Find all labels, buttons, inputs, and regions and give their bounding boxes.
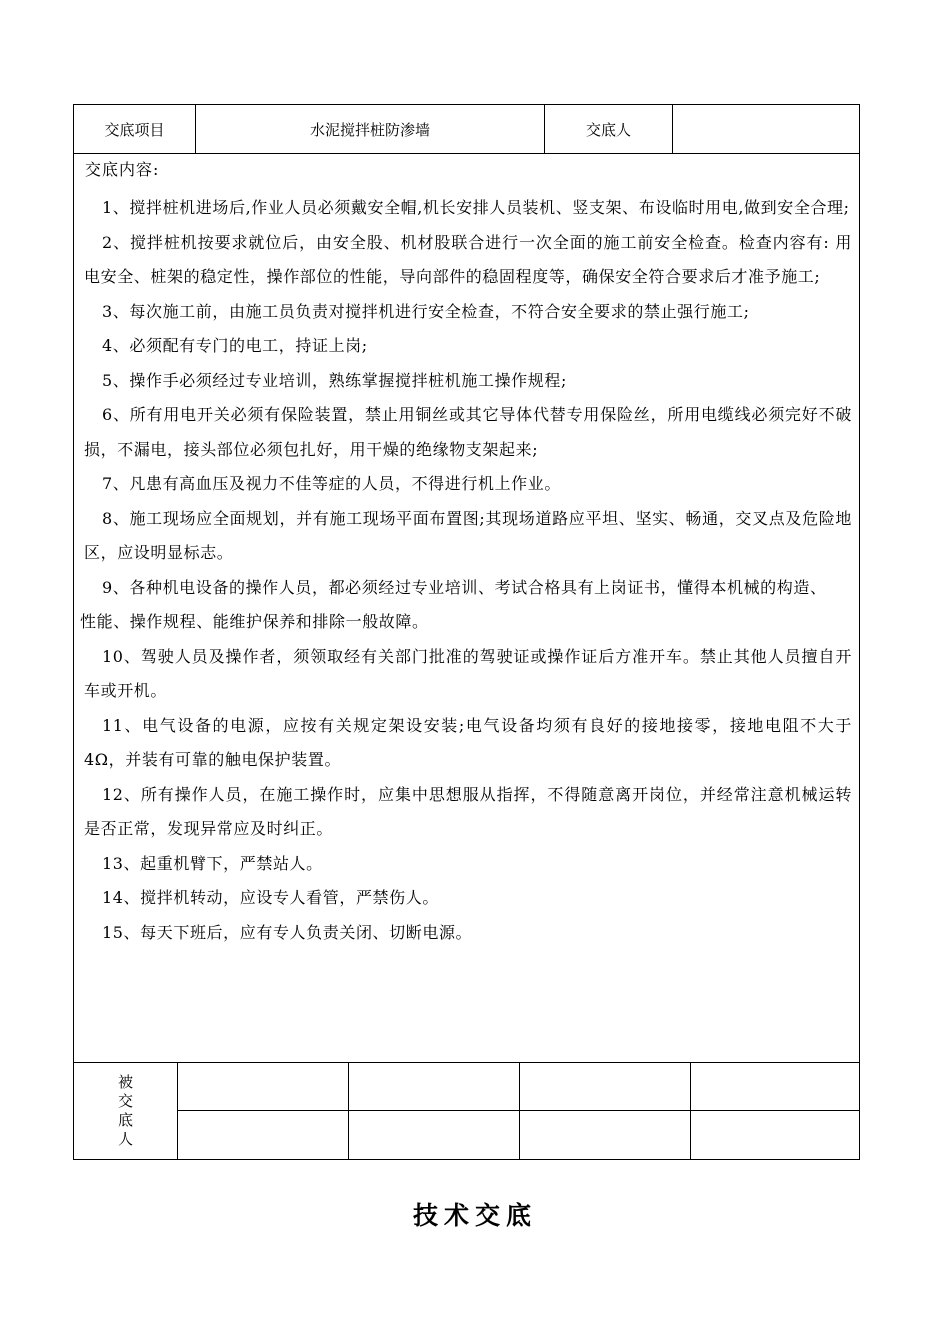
signature-row <box>178 1062 859 1111</box>
presenter-label: 交底人 <box>544 105 672 153</box>
recipients-label-char: 交 <box>117 1091 133 1110</box>
signature-cell[interactable] <box>178 1062 348 1110</box>
list-item: 2、搅拌桩机按要求就位后，由安全股、机材股联合进行一次全面的施工前安全检查。检查内容有: 用电安全、桩架的稳定性，操作部位的性能，导向部件的稳固程度等，确保安全符合要求后才准予施工; <box>84 232 852 286</box>
disclosure-form <box>73 104 869 1160</box>
list-item: 1、搅拌桩机进场后,作业人员必须戴安全帽,机长安排人员装机、竖支架、布设临时用电,做到安全合理; <box>102 198 850 217</box>
list-item: 10、驾驶人员及操作者，须领取经有关部门批准的驾驶证或操作证后方准开车。禁止其他人员擅自开车或开机。 <box>84 646 852 700</box>
list-item: 5、操作手必须经过专业培训，熟练掌握搅拌桩机施工操作规程; <box>102 370 567 390</box>
project-label: 交底项目 <box>104 120 165 139</box>
recipients-label <box>74 1062 178 1159</box>
project-value[interactable]: 水泥搅拌桩防渗墙 <box>195 105 544 153</box>
content-label: 交底内容: <box>85 160 160 179</box>
recipients-label-char: 人 <box>117 1129 133 1148</box>
list-item: 6、所有用电开关必须有保险装置，禁止用铜丝或其它导体代替专用保险丝，所用电缆线必须完好不破损，不漏电，接头部位必须包扎好，用干燥的绝缘物支架起来; <box>84 405 852 459</box>
list-item-9 <box>80 571 852 640</box>
signature-cell[interactable] <box>348 1111 519 1159</box>
signature-cell[interactable] <box>348 1062 519 1110</box>
list-item-9-text: 9、各种机电设备的操作人员，都必须经过专业培训、考试合格具有上岗证书，懂得本机械的构造、 <box>102 577 827 597</box>
list-item: 15、每天下班后，应有专人负责关闭、切断电源。 <box>102 922 473 942</box>
presenter-value[interactable] <box>672 105 859 153</box>
list-item: 11、电气设备的电源，应按有关规定架设安装;电气设备均须有良好的接地接零，接地电阻不大于 4Ω，并装有可靠的触电保护装置。 <box>84 715 869 769</box>
list-item: 14、搅拌机转动，应设专人看管，严禁伤人。 <box>102 888 439 907</box>
recipients-section <box>74 1062 859 1159</box>
signature-cell[interactable] <box>690 1062 859 1110</box>
list-item: 7、凡患有高血压及视力不佳等症的人员，不得进行机上作业。 <box>102 474 561 493</box>
content-items <box>80 191 869 950</box>
list-item-9-continuation: 性能、操作规程、能维护保养和排除一般故障。 <box>80 612 429 631</box>
signature-cell[interactable] <box>519 1062 690 1110</box>
list-item: 8、施工现场应全面规划，并有施工现场平面布置图;其现场道路应平坦、坚实、畅通，交叉点及危险地区，应设明显标志。 <box>84 508 852 562</box>
signature-cell[interactable] <box>178 1111 348 1159</box>
signature-cell[interactable] <box>519 1111 690 1159</box>
list-item: 4、必须配有专门的电工，持证上岗; <box>102 336 368 355</box>
content-section <box>74 153 869 1063</box>
header-row <box>74 105 859 154</box>
recipients-label-char: 被 <box>117 1072 133 1091</box>
list-item: 13、起重机臂下，严禁站人。 <box>102 853 323 873</box>
signature-grid <box>178 1062 859 1159</box>
signature-row <box>178 1111 859 1159</box>
recipients-label-char: 底 <box>117 1110 133 1129</box>
page-title: 技术交底 <box>412 1201 537 1230</box>
list-item: 3、每次施工前，由施工员负责对搅拌机进行安全检查，不符合安全要求的禁止强行施工; <box>102 301 750 321</box>
list-item: 12、所有操作人员，在施工操作时，应集中思想服从指挥，不得随意离开岗位，并经常注意机械运转是否正常，发现异常应及时纠正。 <box>84 784 852 838</box>
signature-cell[interactable] <box>690 1111 859 1159</box>
